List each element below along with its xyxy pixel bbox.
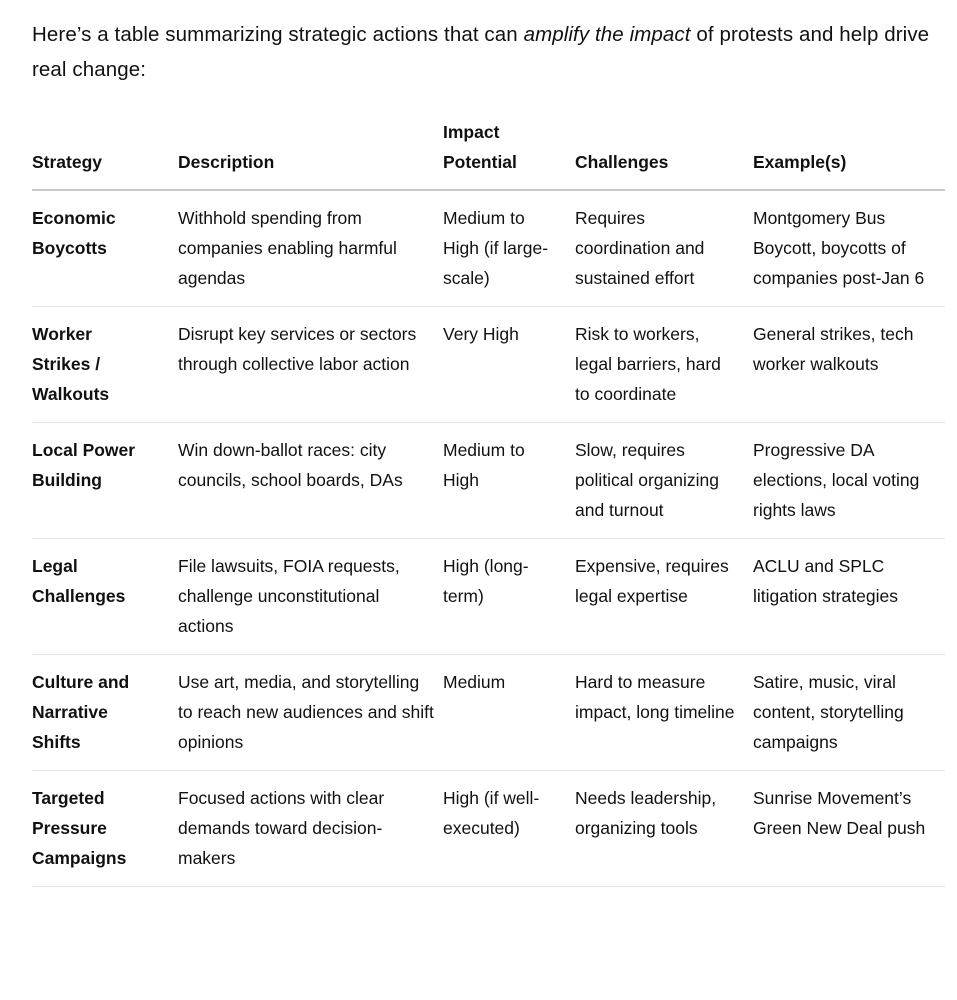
strategy-cell: Legal Challenges (32, 539, 178, 655)
description-cell: Focused actions with clear demands toward decision-makers (178, 771, 443, 887)
impact-cell: Medium to High (if large-scale) (443, 190, 575, 307)
description-cell: Disrupt key services or sectors through collective labor action (178, 307, 443, 423)
description-cell: Win down-ballot races: city councils, school boards, DAs (178, 423, 443, 539)
intro-text-after: of protests and help drive real change: (32, 23, 930, 81)
table-row (32, 771, 945, 887)
strategy-cell: Local Power Building (32, 423, 178, 539)
examples-cell: Sunrise Movement’s Green New Deal push (753, 771, 945, 887)
header-row (32, 117, 945, 190)
examples-cell: ACLU and SPLC litigation strategies (753, 539, 945, 655)
table-row (32, 539, 945, 655)
intro-paragraph (32, 0, 945, 87)
impact-cell: Very High (443, 307, 575, 423)
strategy-cell: Culture and Narrative Shifts (32, 655, 178, 771)
challenges-cell: Expensive, requires legal expertise (575, 539, 753, 655)
header-challenges: Challenges (575, 117, 753, 190)
table-row (32, 190, 945, 307)
impact-cell: High (long-term) (443, 539, 575, 655)
header-description: Description (178, 117, 443, 190)
description-cell: File lawsuits, FOIA requests, challenge unconstitutional actions (178, 539, 443, 655)
table-body (32, 190, 945, 887)
examples-cell: Progressive DA elections, local voting rights laws (753, 423, 945, 539)
intro-text-before: Here’s a table summarizing strategic actions that can (32, 23, 524, 46)
challenges-cell: Needs leadership, organizing tools (575, 771, 753, 887)
impact-cell: Medium (443, 655, 575, 771)
strategy-table (32, 117, 945, 887)
header-strategy: Strategy (32, 117, 178, 190)
header-impact: Impact Potential (443, 117, 575, 190)
strategy-cell: Targeted Pressure Campaigns (32, 771, 178, 887)
table-row (32, 307, 945, 423)
intro-emphasis: amplify the impact (523, 23, 691, 46)
challenges-cell: Hard to measure impact, long timeline (575, 655, 753, 771)
challenges-cell: Requires coordination and sustained effort (575, 190, 753, 307)
challenges-cell: Risk to workers, legal barriers, hard to coordinate (575, 307, 753, 423)
strategy-cell: Worker Strikes / Walkouts (32, 307, 178, 423)
table-row (32, 423, 945, 539)
examples-cell: Satire, music, viral content, storytelling campaigns (753, 655, 945, 771)
challenges-cell: Slow, requires political organizing and turnout (575, 423, 753, 539)
strategy-cell: Economic Boycotts (32, 190, 178, 307)
examples-cell: General strikes, tech worker walkouts (753, 307, 945, 423)
impact-cell: Medium to High (443, 423, 575, 539)
table-row (32, 655, 945, 771)
table-header (32, 117, 945, 190)
impact-cell: High (if well-executed) (443, 771, 575, 887)
examples-cell: Montgomery Bus Boycott, boycotts of companies post-Jan 6 (753, 190, 945, 307)
description-cell: Use art, media, and storytelling to reach new audiences and shift opinions (178, 655, 443, 771)
message-content (32, 0, 945, 887)
header-examples: Example(s) (753, 117, 945, 190)
description-cell: Withhold spending from companies enabling harmful agendas (178, 190, 443, 307)
